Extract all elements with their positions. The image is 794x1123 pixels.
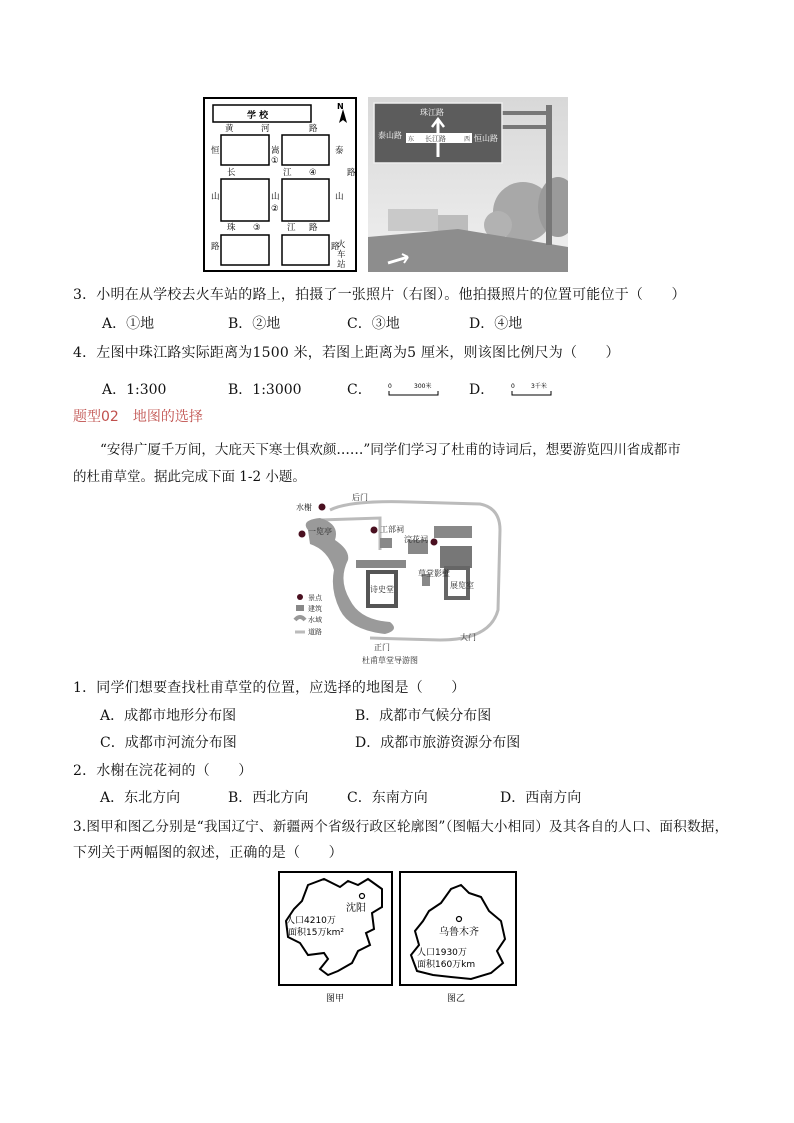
svg-text:火: 火: [337, 240, 346, 250]
svg-text:草堂影壁: 草堂影壁: [418, 569, 450, 578]
svg-text:水榭: 水榭: [296, 503, 312, 512]
svg-text:道路: 道路: [308, 628, 322, 636]
question-1-stem: 1．同学们想要查找杜甫草堂的位置，应选择的地图是（ ）: [73, 680, 466, 696]
svg-text:0: 0: [510, 383, 515, 390]
q2-option-c[interactable]: C．东南方向: [347, 790, 428, 806]
park-map-figure: [290, 490, 505, 670]
svg-text:人口4210万: 人口4210万: [286, 916, 336, 926]
q1-option-a[interactable]: A．成都市地形分布图: [100, 708, 237, 724]
svg-text:②: ②: [271, 204, 279, 214]
figure-yi-xinjiang: [399, 871, 517, 1007]
scale-bar-300m: [376, 381, 446, 399]
svg-text:一览亭: 一览亭: [308, 527, 332, 536]
svg-text:黄: 黄: [225, 124, 234, 134]
svg-text:沈阳: 沈阳: [346, 903, 366, 914]
svg-text:江: 江: [283, 168, 292, 178]
svg-text:正门: 正门: [374, 643, 390, 652]
svg-text:路: 路: [347, 168, 356, 178]
question-3b-line-2: 下列关于两幅图的叙述，正确的是（ ）: [73, 845, 343, 861]
svg-text:0: 0: [388, 383, 392, 390]
svg-text:展览室: 展览室: [450, 581, 474, 590]
svg-text:泰山路: 泰山路: [378, 131, 402, 140]
question-3b-line-1: 3.图甲和图乙分别是“我国辽宁、新疆两个省级行政区轮廓图”（图幅大小相同）及其各自的人口、面积数据，: [73, 819, 729, 835]
q4-option-b[interactable]: B．1:3000: [228, 382, 302, 398]
q2-option-d[interactable]: D．西南方向: [500, 790, 582, 806]
section-heading: [73, 406, 217, 426]
section-title: 地图的选择: [132, 409, 203, 425]
road-sign-photo: [368, 97, 568, 272]
svg-text:杜甫草堂导游图: 杜甫草堂导游图: [362, 656, 418, 665]
q4-option-d[interactable]: D． 0 3千米: [469, 379, 559, 399]
figure-jia-caption: 图甲: [326, 994, 345, 1004]
svg-text:珠: 珠: [227, 223, 236, 233]
svg-text:3千米: 3千米: [530, 383, 547, 390]
svg-text:山: 山: [335, 192, 344, 202]
north-label: N: [337, 102, 344, 111]
svg-text:诗史堂: 诗史堂: [370, 585, 394, 594]
svg-text:300米: 300米: [414, 383, 432, 390]
svg-text:恒: 恒: [211, 146, 220, 156]
q1-option-b[interactable]: B．成都市气候分布图: [355, 708, 492, 724]
svg-text:④: ④: [309, 168, 317, 178]
svg-text:景点: 景点: [308, 594, 322, 602]
svg-text:河: 河: [261, 124, 270, 134]
scale-bar-3km: [499, 381, 559, 399]
svg-text:人口1930万: 人口1930万: [417, 948, 467, 958]
svg-text:①: ①: [271, 156, 279, 166]
svg-text:面积160万km: 面积160万km: [417, 960, 476, 970]
svg-text:西: 西: [464, 136, 471, 143]
svg-text:路: 路: [331, 242, 340, 252]
svg-text:嵩: 嵩: [271, 146, 280, 156]
q1-option-d[interactable]: D．成都市旅游资源分布图: [355, 735, 521, 751]
q3-option-d[interactable]: D．④地: [469, 316, 523, 332]
svg-text:山: 山: [211, 192, 220, 202]
intro-line-1: “安得广厦千万间，大庇天下寒士俱欢颜……”同学们学习了杜甫的诗词后，想要游览四川省成都市: [100, 442, 681, 458]
svg-text:长江路: 长江路: [425, 135, 446, 143]
svg-text:浣花祠: 浣花祠: [404, 535, 428, 544]
school-label: 学 校: [247, 111, 269, 121]
svg-text:乌鲁木齐: 乌鲁木齐: [439, 927, 479, 938]
street-map-figure: [203, 97, 357, 272]
svg-text:路: 路: [309, 124, 318, 134]
q4-option-a[interactable]: A．1:300: [102, 382, 167, 398]
q3-option-c[interactable]: C．③地: [347, 316, 400, 332]
intro-line-2: 的杜甫草堂。据此完成下面 1-2 小题。: [73, 469, 306, 485]
svg-text:山: 山: [271, 192, 280, 202]
section-code: 题型02: [73, 409, 119, 425]
svg-text:恒山路: 恒山路: [474, 134, 498, 143]
svg-text:水域: 水域: [308, 616, 322, 624]
svg-text:工部祠: 工部祠: [380, 525, 404, 534]
question-2-stem: 2．水榭在浣花祠的（ ）: [73, 763, 253, 779]
q1-option-c[interactable]: C．成都市河流分布图: [100, 735, 237, 751]
q3-option-b[interactable]: B．②地: [228, 316, 281, 332]
q3-option-a[interactable]: A．①地: [102, 316, 155, 332]
figure-jia-liaoning: [278, 871, 393, 1007]
svg-text:站: 站: [337, 260, 346, 270]
question-4-stem: 4．左图中珠江路实际距离为1500 米，若图上距离为5 厘米，则该图比例尺为（ ）: [73, 345, 620, 361]
q2-option-b[interactable]: B．西北方向: [228, 790, 309, 806]
svg-text:后门: 后门: [352, 493, 368, 502]
svg-text:路: 路: [211, 242, 220, 252]
figure-yi-caption: 图乙: [447, 994, 466, 1004]
q4-option-c[interactable]: C． 0 300米: [347, 379, 446, 399]
svg-text:路: 路: [309, 223, 318, 233]
svg-text:江: 江: [287, 223, 296, 233]
svg-text:珠江路: 珠江路: [420, 108, 444, 117]
question-3-stem: 3．小明在从学校去火车站的路上，拍摄了一张照片（右图）。他拍摄照片的位置可能位于（ ）: [73, 287, 686, 303]
q2-option-a[interactable]: A．东北方向: [100, 790, 181, 806]
svg-text:大门: 大门: [460, 633, 476, 642]
svg-text:面积15万km²: 面积15万km²: [288, 928, 345, 938]
svg-text:③: ③: [253, 223, 261, 233]
svg-text:泰: 泰: [335, 146, 344, 156]
svg-text:建筑: 建筑: [308, 605, 322, 613]
svg-text:车: 车: [337, 250, 346, 260]
svg-text:长: 长: [227, 168, 236, 178]
svg-text:东: 东: [408, 136, 415, 143]
